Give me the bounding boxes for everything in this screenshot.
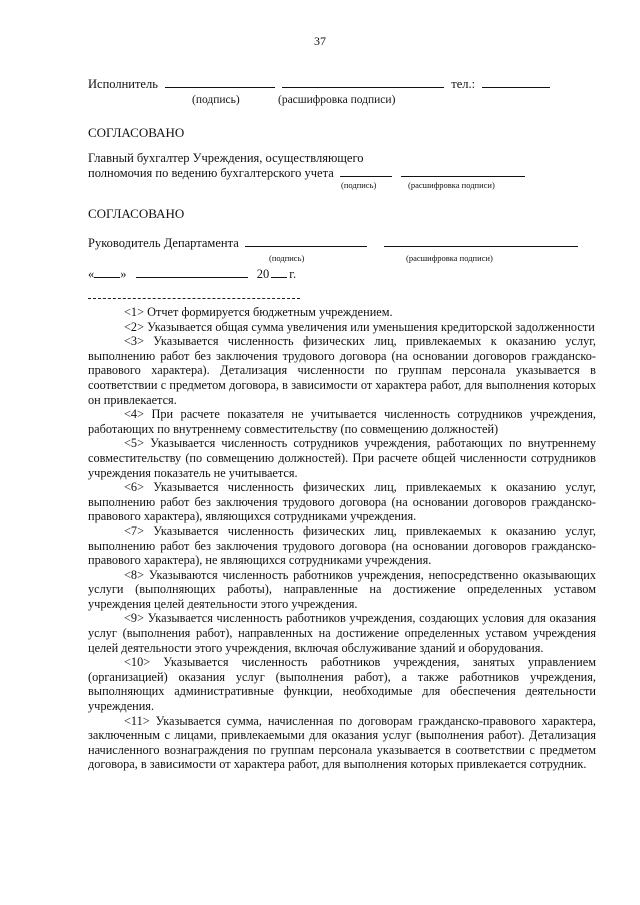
executor-decoding-caption: (расшифровка подписи) <box>278 94 396 106</box>
footnotes <box>88 305 596 772</box>
date-month-blank <box>136 266 248 278</box>
executor-phone-blank <box>482 76 550 88</box>
date-line <box>88 266 296 282</box>
footnote-9: <9> Указывается численность работников учреждения, создающих условия для оказания услуг (выполнения работ), направленных на достижение определенных уставом учреждения целей деятельности этого учреждения, включая обслуживание зданий и оборудования. <box>88 611 596 655</box>
chief-accountant-signature-blank <box>340 165 392 177</box>
footnote-5: <5> Указывается численность сотрудников учреждения, работающих по внутреннему совместительству (по совмещению должностей). При расчете общей численности сотрудников учреждения показатель не учитывается. <box>88 436 596 480</box>
executor-signature-caption: (подпись) <box>192 94 240 106</box>
executor-decoding-blank <box>282 76 444 88</box>
department-head-signature-caption: (подпись) <box>269 253 305 263</box>
department-head-signature-blank <box>245 235 367 247</box>
chief-accountant-line1: Главный бухгалтер Учреждения, осуществляющего <box>88 151 364 165</box>
executor-signature-blank <box>165 76 275 88</box>
date-year-prefix: 20 <box>256 267 270 281</box>
footnote-10: <10> Указывается численность работников учреждения, занятых управлением (организацией) оказания услуг (выполнения работ), а также работников учреждения, выполняющих административные функции, необходимые для обеспечения деятельности учреждения. <box>88 655 596 714</box>
chief-accountant-decoding-caption: (расшифровка подписи) <box>408 180 495 190</box>
footnote-11: <11> Указывается сумма, начисленная по договорам гражданско-правового характера, заключенным с лицами, привлекаемыми для оказания услуг (выполнения работ). Детализация начисленного вознаграждения по группам персонала указывается в соответствии с предметом договора, в зависимости от характера работ, для выполнения которых привлекается сотрудник. <box>88 713 596 772</box>
footnote-6: <6> Указывается численность физических лиц, привлекаемых к оказанию услуг, выполнению работ без заключения трудового договора (на основании договоров гражданско-правового характера), являющихся сотрудниками учреждения. <box>88 480 596 524</box>
footnote-2: <2> Указывается общая сумма увеличения или уменьшения кредиторской задолженности <box>124 319 595 334</box>
page-number: 37 <box>314 34 326 48</box>
date-quote-open: « <box>88 267 95 281</box>
date-day-blank <box>94 266 120 278</box>
date-year-blank <box>271 266 287 278</box>
footnote-3: <3> Указывается численность физических лиц, привлекаемых к оказанию услуг, выполнению работ без заключения трудового договора (на основании договоров гражданско-правового характера). Детализация численности по группам персонала указывается в соответствии с предметом договора, в зависимости от характера работ, для выполнения которых он привлекается. <box>88 334 596 407</box>
date-year-suffix: г. <box>289 267 297 281</box>
footnote-4: <4> При расчете показателя не учитывается численность сотрудников учреждения, работающих по внутреннему совместительству (по совмещению должностей) <box>88 407 596 436</box>
department-head-label: Руководитель Департамента <box>88 236 239 250</box>
footnote-7: <7> Указывается численность физических лиц, привлекаемых к оказанию услуг, выполнению работ без заключения трудового договора (на основании договоров гражданско-правового характера), не являющихся сотрудниками учреждения. <box>88 523 596 568</box>
footnote-separator <box>88 298 300 299</box>
department-head-decoding-caption: (расшифровка подписи) <box>406 253 493 263</box>
footnote-8: <8> Указываются численность работников учреждения, непосредственно оказывающих услуги (выполняющих работы), направленные на достижение определенных уставом учреждения целей деятельности этого учреждения. <box>88 567 596 611</box>
approval-heading: СОГЛАСОВАНО <box>88 125 185 140</box>
executor-line <box>88 76 550 92</box>
executor-label: Исполнитель <box>88 77 158 91</box>
chief-accountant-line2 <box>88 165 525 181</box>
chief-accountant-signature-caption: (подпись) <box>341 180 377 190</box>
department-head-decoding-blank <box>384 235 578 247</box>
date-quote-close: » <box>120 267 127 281</box>
chief-accountant-decoding-blank <box>401 165 525 177</box>
department-head-line <box>88 235 578 251</box>
approval-heading-2: СОГЛАСОВАНО <box>88 206 185 221</box>
chief-accountant-label: полномочия по ведению бухгалтерского учета <box>88 166 334 180</box>
footnote-1: <1> Отчет формируется бюджетным учреждением. <box>124 305 393 319</box>
executor-phone-label: тел.: <box>451 77 476 91</box>
